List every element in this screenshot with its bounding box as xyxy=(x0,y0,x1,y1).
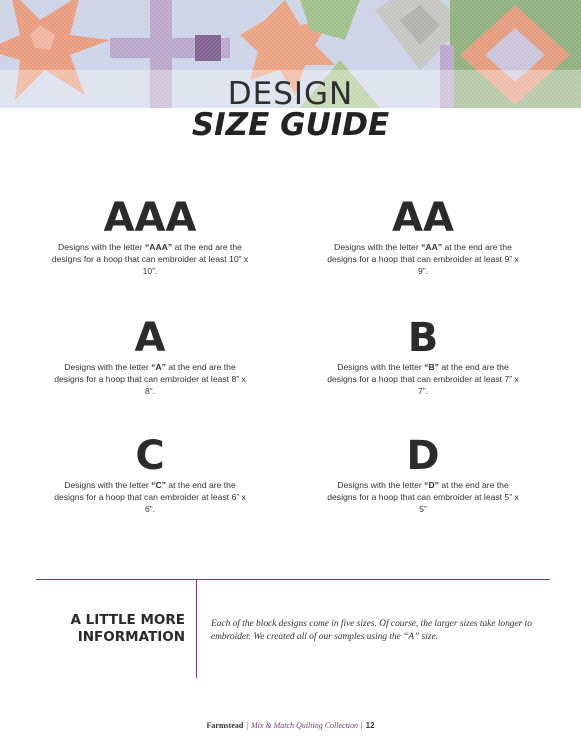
size-block-b xyxy=(323,316,523,398)
more-info-heading: A LITTLE MORE INFORMATION xyxy=(70,612,185,645)
size-block-aa xyxy=(323,196,523,278)
footer-collection: Mix & Match Quilting Collection xyxy=(250,721,359,730)
page-number: 12 xyxy=(365,721,375,730)
size-letter: A xyxy=(134,315,166,361)
size-block-a xyxy=(50,316,250,398)
more-info-text: Each of the block designs come in five sizes. Of course, the larger sizes take longer to embroider. We created all of our samples using the “A” size. xyxy=(211,619,532,642)
section-divider-horizontal xyxy=(36,579,550,580)
page-footer xyxy=(0,721,581,730)
size-description: Designs with the letter “B” at the end are the designs for a hoop that can embroider at least 7” x 7”. xyxy=(327,362,519,397)
size-block-aaa xyxy=(50,196,250,278)
size-description: Designs with the letter “AAA” at the end are the designs for a hoop that can embroider at least 10” x 10”. xyxy=(51,242,249,277)
size-letter: AA xyxy=(392,195,454,241)
footer-separator: | xyxy=(361,721,363,730)
size-letter: B xyxy=(407,315,439,361)
footer-separator: | xyxy=(246,721,248,730)
size-block-d xyxy=(323,434,523,516)
section-divider-vertical xyxy=(196,580,197,678)
page-title-design: DESIGN xyxy=(227,76,354,112)
size-letter: D xyxy=(406,433,440,479)
size-description: Designs with the letter “AA” at the end are the designs for a hoop that can embroider at least 9” x 9”. xyxy=(327,242,519,277)
size-letter: AAA xyxy=(103,195,197,241)
size-description: Designs with the letter “A” at the end are the designs for a hoop that can embroider at least 8” x 8”. xyxy=(54,362,246,397)
footer-brand: Farmstead xyxy=(206,721,244,730)
size-description: Designs with the letter “C” at the end are the designs for a hoop that can embroider at least 6” x 6”. xyxy=(54,480,246,515)
size-letter: C xyxy=(135,433,165,479)
page-title-size-guide: SIZE GUIDE xyxy=(191,107,390,143)
size-description: Designs with the letter “D” at the end are the designs for a hoop that can embroider at least 5” x 5” xyxy=(327,480,519,515)
size-block-c xyxy=(50,434,250,516)
